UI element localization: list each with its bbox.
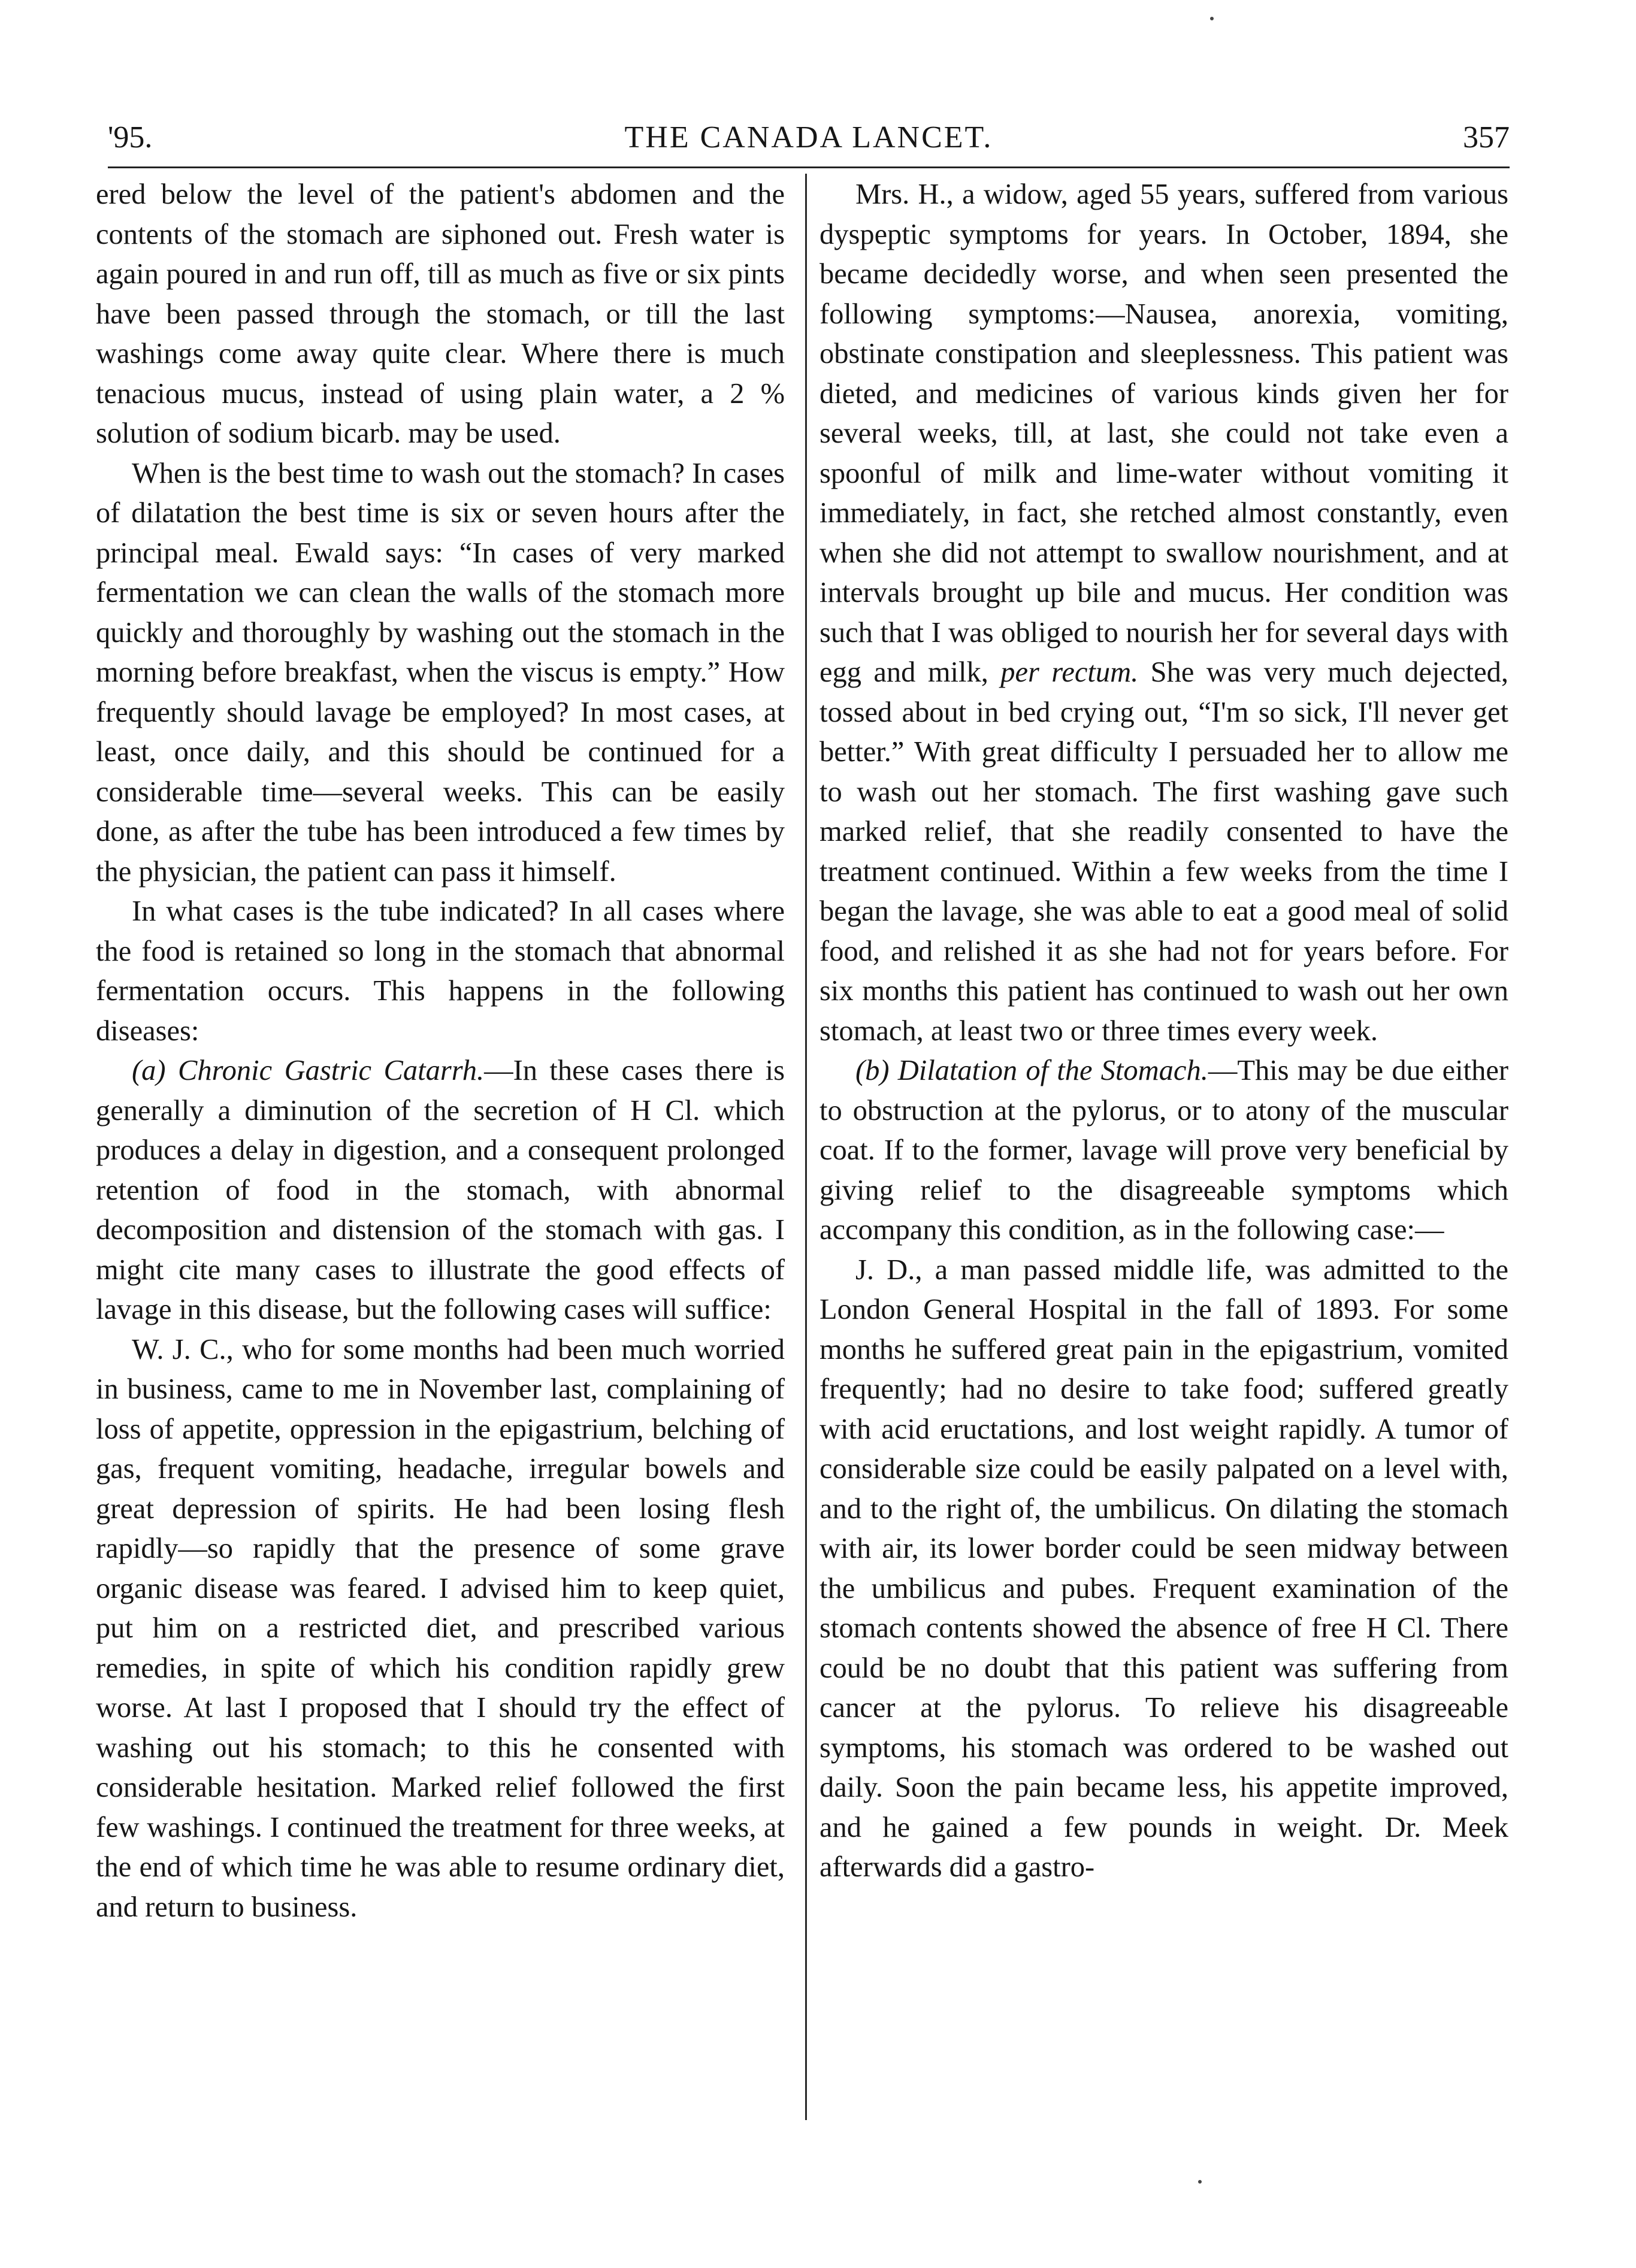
left-paragraph-5: W. J. C., who for some months had been much worried in business, came to me in November last, complaining of loss of appetite, oppression in the epigastrium, belching of gas, frequent vomiting, headache, irregular bowels and great depression of spirits. He had been losing flesh rapidly—so rapidly that the presence of some grave organic disease was feared. I advised him to keep quiet, put him on a restricted diet, and prescribed various remedies, in spite of which his condition rapidly grew worse. At last I proposed that I should try the effect of washing out his stomach; to this he consented with considerable hesitation. Marked relief followed the first few washings. I continued the treatment for three weeks, at the end of which time he was able to resume ordinary diet, and return to business. <box>96 1333 785 1923</box>
left-paragraph-4 <box>96 1051 785 1330</box>
right-column <box>819 175 1508 2127</box>
journal-title: THE CANADA LANCET. <box>624 120 993 155</box>
left-paragraph-2: When is the best time to wash out the stomach? In cases of dilatation the best time is six or seven hours after the principal meal. Ewald says: “In cases of very marked fermentation we can clean the walls of the stomach more quickly and thoroughly by washing out the stomach in the morning before breakfast, when the viscus is empty.” How frequently should lavage be employed? In most cases, at least, once daily, and this should be continued for a considerable time—several weeks. This can be easily done, as after the tube has been introduced a few times by the physician, the patient can pass it himself. <box>96 457 785 888</box>
print-speck <box>1210 17 1214 20</box>
print-speck <box>1198 2180 1202 2184</box>
right-paragraph-1 <box>819 175 1508 1051</box>
running-header <box>108 114 1510 162</box>
case-mrs-h-text-a: Mrs. H., a widow, aged 55 years, suffered from various dyspeptic symptoms for years. In October, 1894, she became decidedly worse, and when seen presented the following symptoms:—Nausea, anorexia, vomiting, obstinate constipation and sleeplessness. This patient was dieted, and medicines of various kinds given her for several weeks, till, at last, she could not take even a spoonful of milk and lime-water without vomiting it immediately, in fact, she retched almost constantly, even when she did not attempt to swallow nourishment, and at intervals brought up bile and mucus. Her condition was such that I was obliged to nourish her for several days with egg and milk, <box>819 178 1508 688</box>
section-a-text: —In these cases there is generally a diminution of the secretion of H Cl. which produces a delay in digestion, and a consequent prolonged retention of food in the stomach, with abnormal decomposition and distension of the stomach with gas. I might cite many cases to illustrate the good effects of lavage in this disease, but the following cases will suffice: <box>96 1055 785 1325</box>
right-paragraph-2 <box>819 1051 1508 1250</box>
column-divider <box>805 174 807 2120</box>
section-label-a: (a) Chronic Gastric Catarrh. <box>132 1055 485 1086</box>
section-b-text: —This may be due either to obstruction at the pylorus, or to atony of the muscular coat. If to the former, lavage will prove very beneficial by giving relief to the disagreeable symptoms which accompany this condition, as in the following case:— <box>819 1055 1508 1246</box>
case-mrs-h-text-b: She was very much dejected, tossed about in bed crying out, “I'm so sick, I'll never get better.” With great difficulty I persuaded her to allow me to wash out her stomach. The first washing gave such marked relief, that she readily consented to have the treatment continued. Within a few weeks from the time I began the lavage, she was able to eat a good meal of solid food, and relished it as she had not for years before. For six months this patient has continued to wash out her own stomach, at least two or three times every week. <box>819 656 1508 1047</box>
left-paragraph-3: In what cases is the tube indicated? In all cases where the food is retained so long in the stomach that abnormal fermentation occurs. This happens in the following diseases: <box>96 895 785 1047</box>
header-year: '95. <box>108 120 153 155</box>
page-number: 357 <box>1463 120 1510 155</box>
header-rule <box>108 166 1510 168</box>
left-column <box>96 175 785 2127</box>
left-paragraph-1: ered below the level of the patient's abdomen and the contents of the stomach are siphoned out. Fresh water is again poured in and run off, till as much as five or six pints have been passed through the stomach, or till the last washings come away quite clear. Where there is much tenacious mucus, instead of using plain water, a 2 % solution of sodium bicarb. may be used. <box>96 178 785 449</box>
per-rectum-italic: per rectum. <box>1000 656 1139 688</box>
section-label-b: (b) Dilatation of the Stomach. <box>855 1055 1208 1086</box>
right-paragraph-3: J. D., a man passed middle life, was admitted to the London General Hospital in the fall of 1893. For some months he suffered great pain in the epigastrium, vomited frequently; had no desire to take food; suffered greatly with acid eructations, and lost weight rapidly. A tumor of considerable size could be easily palpated on a level with, and to the right of, the umbilicus. On dilating the stomach with air, its lower border could be seen midway between the umbilicus and pubes. Frequent examination of the stomach contents showed the absence of free H Cl. There could be no doubt that this patient was suffering from cancer at the pylorus. To relieve his disagreeable symptoms, his stomach was ordered to be washed out daily. Soon the pain became less, his appetite improved, and he gained a few pounds in weight. Dr. Meek afterwards did a gastro- <box>819 1253 1508 1883</box>
